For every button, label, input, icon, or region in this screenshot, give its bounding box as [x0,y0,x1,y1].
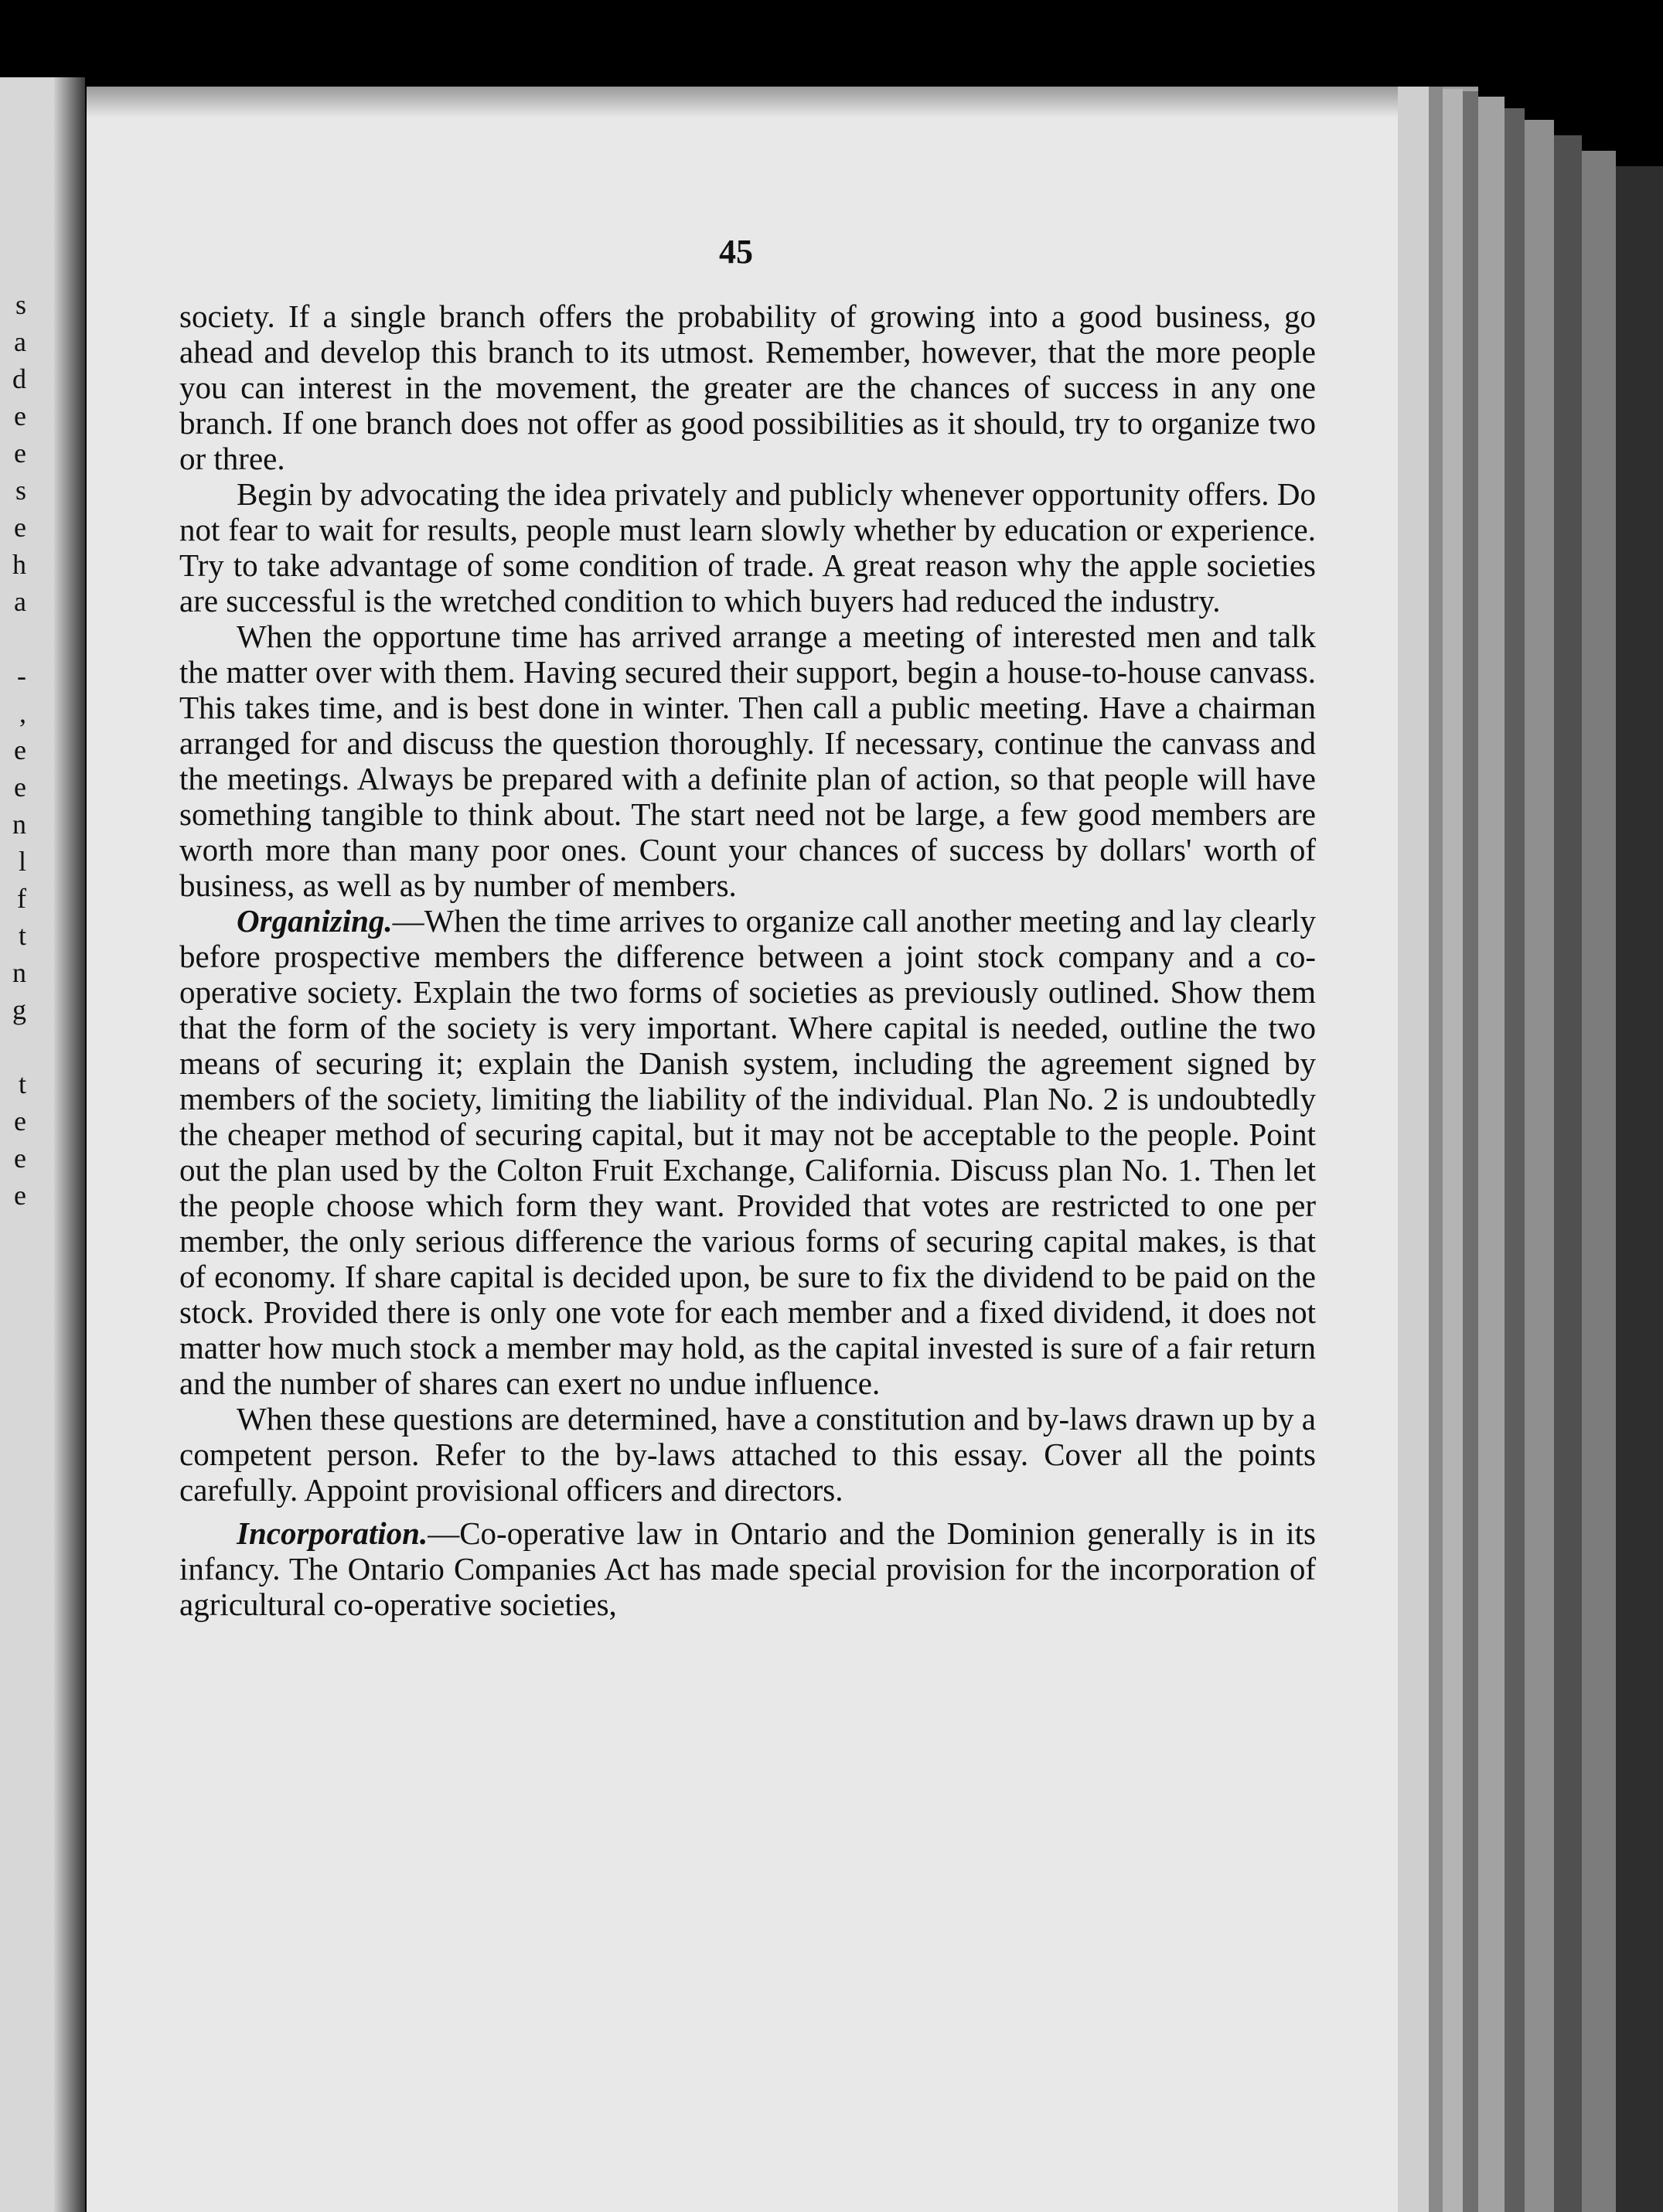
paragraph [179,1515,1316,1622]
paragraph: When these questions are determined, have a constitution and by-laws drawn up by a competent person. Refer to the by-laws attached to this essay. Cover all the points carefully. Appoint provisional officers and directors. [179,1401,1316,1508]
facing-letter: a [14,586,26,617]
facing-letter: f [17,883,26,914]
paragraph [179,903,1316,1401]
facing-letter: n [12,957,26,988]
facing-letter: e [14,400,26,431]
page-stack-edge [1616,166,1663,2212]
page-shadow [87,87,1478,118]
facing-letter: - [17,660,26,691]
facing-letter [0,1028,26,1065]
facing-letter: e [14,512,26,543]
paragraph: society. If a single branch offers the probability of growing into a good business, go ahead and develop this branch to its utmost. Remember, however, that the more people you can interest in the movement, the greater are the chances of success in any one branch. If one branch does not offer as good possibilities as it should, try to organize two or three. [179,298,1316,476]
paragraph-text: —Co-operative law in Ontario and the Dominion generally is in its infancy. The Ontario Companies Act has made special provision for the incorporation of agricultural co-operative societies, [179,1515,1316,1622]
page-stack-edge [1582,151,1616,2212]
facing-letter: e [14,734,26,765]
facing-letter [0,620,26,657]
facing-page-letters [0,286,26,1214]
facing-letter: e [14,1143,26,1174]
facing-letter: e [14,1180,26,1211]
page-stack-edge [1525,120,1554,2212]
facing-letter: , [19,697,26,728]
facing-letter: e [14,438,26,469]
facing-letter: h [12,549,26,580]
page-stack-edge [1429,87,1443,2212]
facing-letter: s [15,475,26,506]
section-heading: Incorporation. [237,1515,428,1551]
facing-letter: s [15,289,26,320]
facing-letter: l [18,846,26,877]
facing-letter: e [14,772,26,803]
facing-letter: t [18,1069,26,1099]
section-heading: Organizing. [237,903,393,939]
page-stack-edge [1505,108,1525,2212]
facing-letter: e [14,1106,26,1137]
body-text [179,298,1316,1622]
book-gutter [54,77,85,2212]
facing-letter: a [14,326,26,357]
paragraph-text: —When the time arrives to organize call another meeting and lay clearly before prospective members the difference between a joint stock company and a co-operative society. Explain the two forms of societies as previously outlined. Show them that the form of the society is very important. Where capital is needed, outline the two means of securing it; explain the Danish system, including the agreement signed by members of the society, limiting the liability of the individual. Plan No. 2 is undoubtedly the cheaper method of securing capital, but it may not be acceptable to the people. Point out the plan used by the Colton Fruit Exchange, California. Discuss plan No. 1. Then let the people choose which form they want. Provided that votes are restricted to one per member, the only serious difference the various forms of securing capital makes, is that of economy. If share capital is decided upon, be sure to fix the dividend to be paid on the stock. Provided there is only one vote for each member and a fixed dividend, it does not matter how much stock a member may hold, as the capital invested is sure of a fair return and the number of shares can exert no undue influence. [179,903,1316,1401]
page-stack-edge [1398,87,1429,2212]
page-stack-edge [1554,135,1582,2212]
page-stack-edge [1463,91,1478,2212]
page-number: 45 [719,233,753,271]
facing-letter: g [12,994,26,1025]
facing-letter: t [18,920,26,951]
facing-letter: n [12,809,26,840]
page-stack-edge [1478,97,1505,2212]
paragraph: When the opportune time has arrived arrange a meeting of interested men and talk the matter over with them. Having secured their support, begin a house-to-house canvass. This takes time, and is best done in winter. Then call a public meeting. Have a chairman arranged for and discuss the question thoroughly. If necessary, continue the canvass and the meetings. Always be prepared with a definite plan of action, so that people will have something tangible to think about. The start need not be large, a few good members are worth more than many poor ones. Count your chances of success by dollars' worth of business, as well as by number of members. [179,619,1316,903]
page-stack-edge [1443,89,1463,2212]
facing-letter: d [12,363,26,394]
paragraph: Begin by advocating the idea privately and publicly whenever opportunity offers. Do not fear to wait for results, people must learn slowly whether by education or experience. Try to take advantage of some condition of trade. A great reason why the apple societies are successful is the wretched condition to which buyers had reduced the industry. [179,476,1316,619]
